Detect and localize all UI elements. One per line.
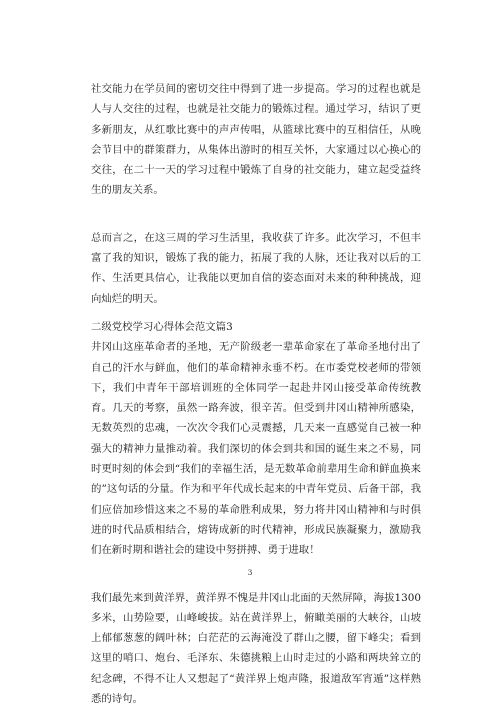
- section-heading: 二级党校学习心得体会范文篇3: [91, 320, 233, 333]
- paragraph-jinggangshan: 井冈山这座革命者的圣地，无产阶级老一辈革命家在了革命圣地付出了自己的汗水与鲜血，他们的革命精神永垂不朽。在市委党校老师的带领下，我们中青年干部培训班的全体同学一起赴井冈山接受革命传统教育。几天的考察，虽然一路奔波，很辛苦。但受到井冈山精神所感染，无数英烈的忠魂，一次次令我们心灵震撼，几天来一直感觉自己被一种强大的精神力量推动着。我们深切的体会到共和国的诞生来之不易，同时更时刻的体会到“我们的幸福生活，是无数革命前辈用生命和鲜血换来的”这句话的分量。作为和平年代成长起来的中青年党员、后备干部，我们应倍加珍惜这来之不易的革命胜利成果，努力将井冈山精神和与时俱进的时代品质相结合，熔铸成新的时代精神，形成民族凝聚力，激励我们在新时期和谐社会的建设中努拼搏、勇于进取！: [91, 341, 421, 557]
- page-number: 3: [247, 568, 253, 577]
- paragraph-social-skills: 社交能力在学员间的密切交往中得到了进一步提高。学习的过程也就是人与人交往的过程，也就是社交能力的锻炼过程。通过学习，结识了更多新朋友，从红歌比赛中的声声传唱，从篮球比赛中的互相信任，从晚会节目中的群策群力，从集体出游时的相互关怀，大家通过以心换心的交往，在二十一天的学习过程中锻炼了自身的社交能力，建立起受益终生的朋友关系。: [91, 83, 421, 197]
- document-body: [91, 79, 421, 709]
- paragraph-gap: [91, 201, 421, 228]
- paragraph-huangyangjie: 我们最先来到黄洋界，黄洋界不愧是井冈山北面的天然屏障，海拔1300多米，山势险要，山峰峻拔。站在黄洋界上，俯瞰美丽的大峡谷，山坡上郁郁葱葱的阔叶林；白茫茫的云海淹没了群山之腰，留下峰尖；看到这里的哨口、炮台、毛泽东、朱德挑粮上山时走过的小路和两块耸立的纪念碑，不得不让人又想起了“黄洋界上炮声隆，报道敌军宵遁”这样熟悉的诗句。: [91, 591, 421, 706]
- paragraph-summary: 总而言之，在这三周的学习生活里，我收获了许多。此次学习，不但丰富了我的知识，锻炼了我的能力，拓展了我的人脉，还让我对以后的工作、生活更具信心，让我能以更加自信的姿态面对未来的种种挑战，迎向灿烂的明天。: [91, 231, 421, 305]
- paragraph-gap: [91, 309, 421, 317]
